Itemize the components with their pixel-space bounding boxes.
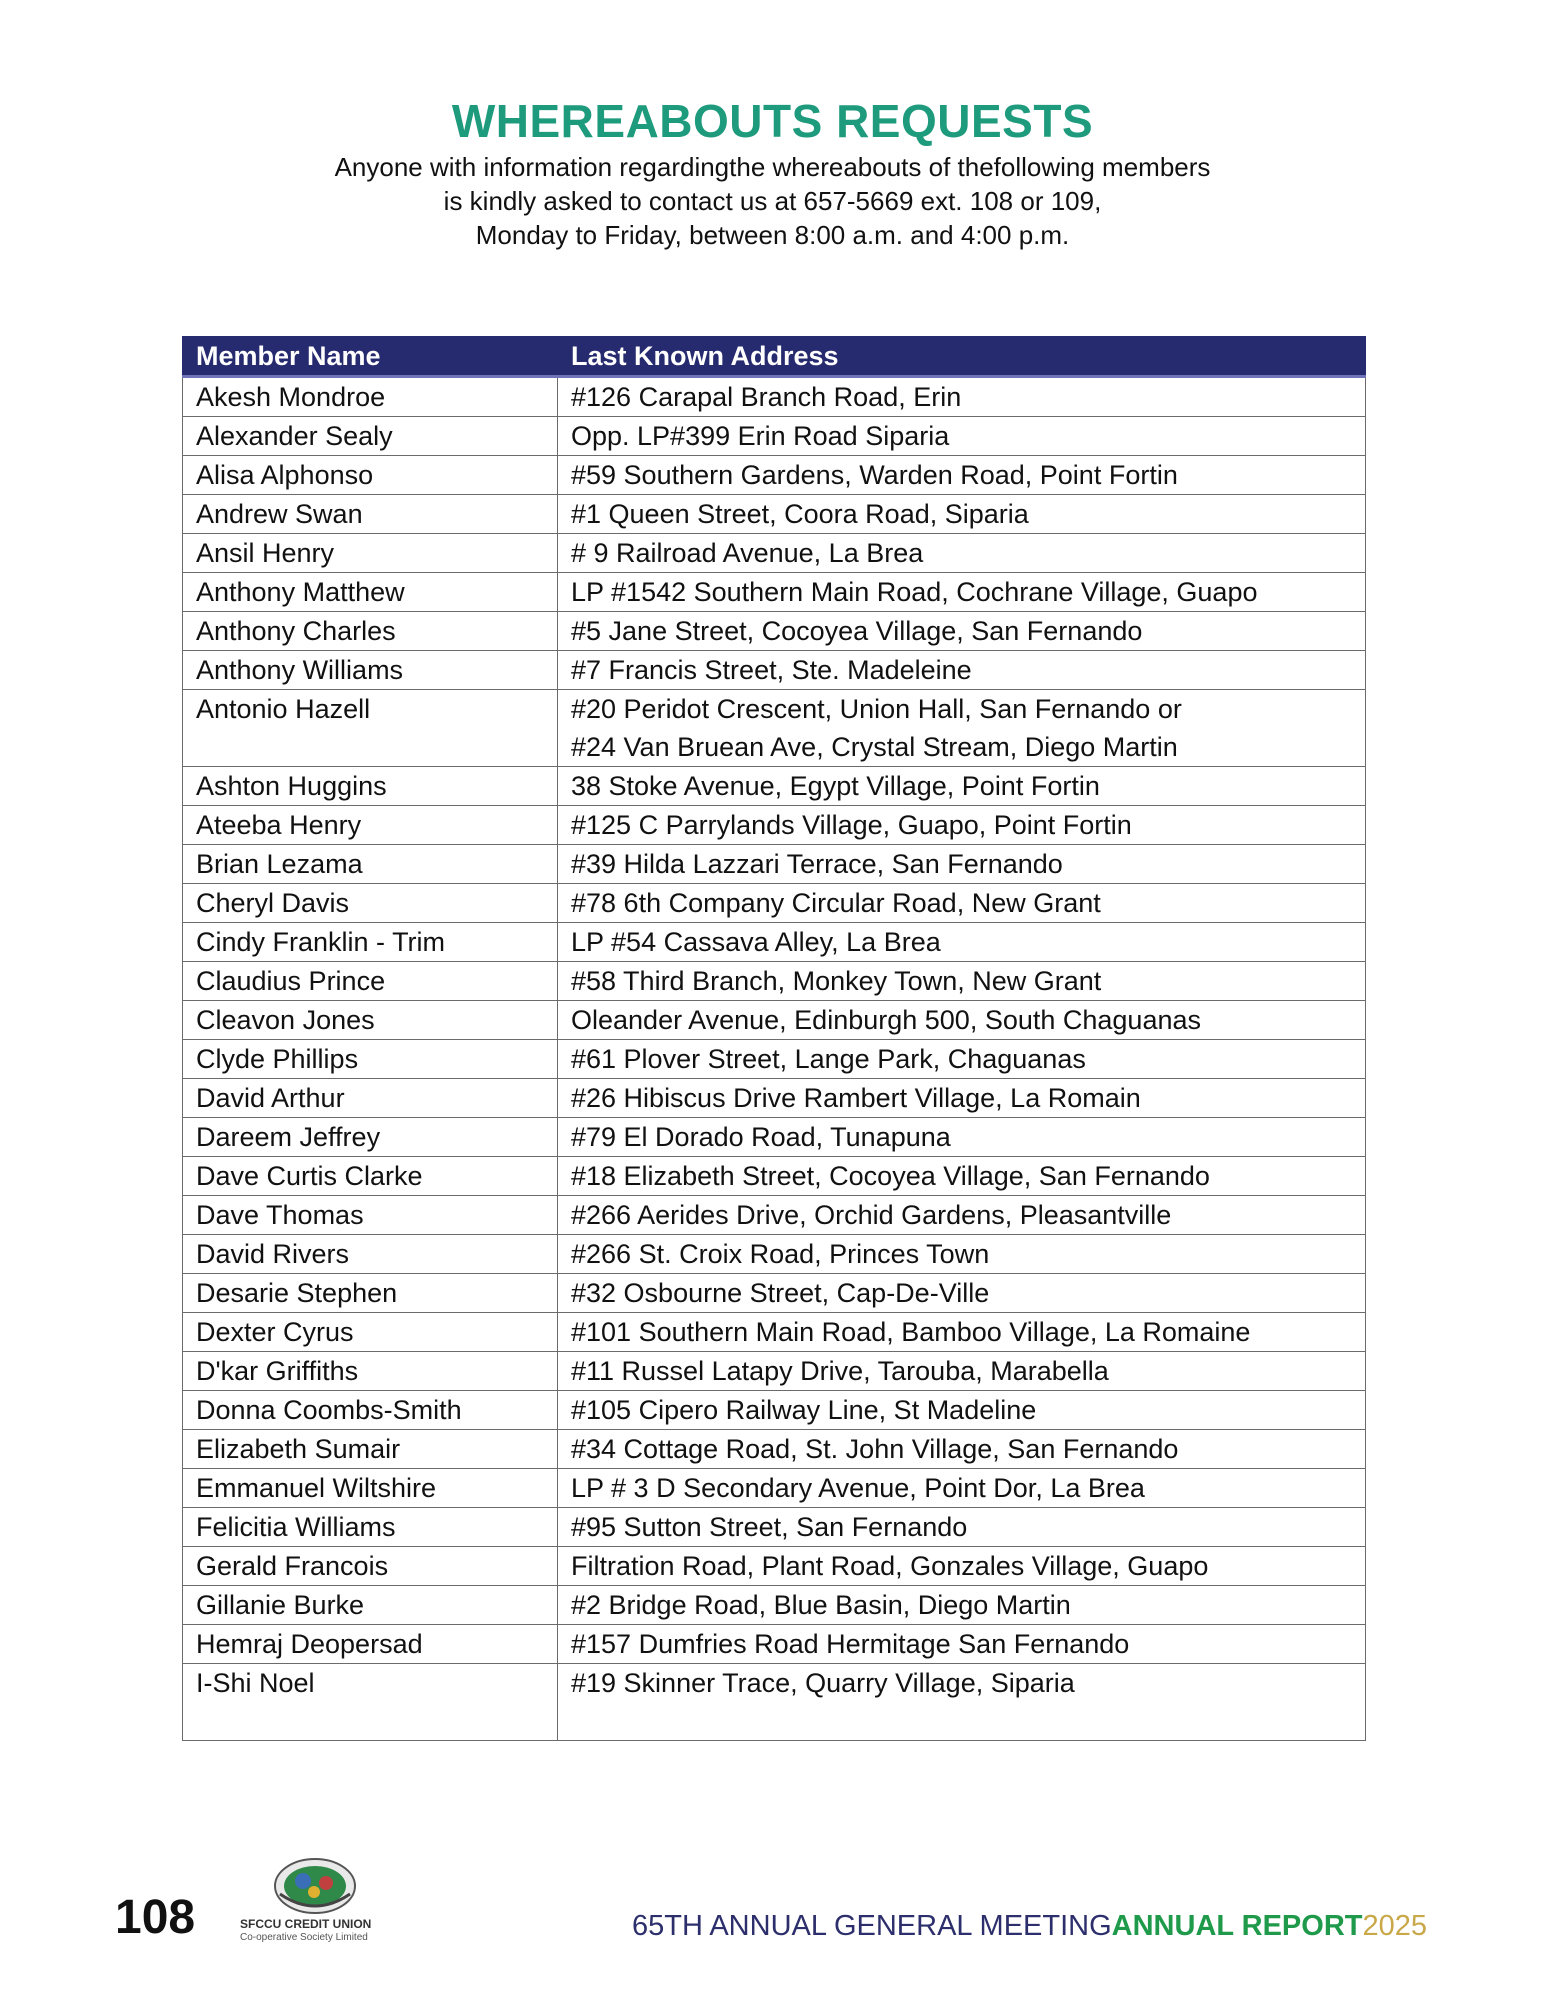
- footer-annual-report: ANNUAL REPORT: [1111, 1910, 1363, 1942]
- address-line: #24 Van Bruean Ave, Crystal Stream, Diego Martin: [571, 732, 1178, 762]
- table-row: [183, 806, 1366, 845]
- address-line: 38 Stoke Avenue, Egypt Village, Point Fortin: [571, 771, 1100, 801]
- address-line: #26 Hibiscus Drive Rambert Village, La Romain: [571, 1083, 1141, 1113]
- member-name-cell: Anthony Williams: [183, 651, 558, 690]
- table-row: [183, 1235, 1366, 1274]
- member-name-cell: Cheryl Davis: [183, 884, 558, 923]
- intro-line-2: is kindly asked to contact us at 657-5669 ext. 108 or 109,: [443, 186, 1102, 216]
- address-line: #79 El Dorado Road, Tunapuna: [571, 1122, 951, 1152]
- address-cell: [558, 612, 1366, 651]
- member-name-cell: I-Shi Noel: [183, 1664, 558, 1741]
- member-name-cell: Emmanuel Wiltshire: [183, 1469, 558, 1508]
- footer-year: 2025: [1362, 1910, 1427, 1942]
- address-line: #78 6th Company Circular Road, New Grant: [571, 888, 1101, 918]
- header-last-known-address: Last Known Address: [558, 337, 1366, 377]
- address-cell: [558, 1040, 1366, 1079]
- address-cell: [558, 806, 1366, 845]
- member-name-cell: Antonio Hazell: [183, 690, 558, 767]
- whereabouts-table: [182, 336, 1366, 1741]
- table-row: [183, 1547, 1366, 1586]
- address-cell: [558, 1391, 1366, 1430]
- member-name-cell: Gillanie Burke: [183, 1586, 558, 1625]
- member-name-cell: Ashton Huggins: [183, 767, 558, 806]
- address-cell: [558, 456, 1366, 495]
- address-line: #34 Cottage Road, St. John Village, San Fernando: [571, 1434, 1179, 1464]
- address-cell: [558, 1118, 1366, 1157]
- address-cell: [558, 1274, 1366, 1313]
- address-cell: [558, 1235, 1366, 1274]
- table-row: [183, 1313, 1366, 1352]
- address-cell: [558, 923, 1366, 962]
- address-line: #5 Jane Street, Cocoyea Village, San Fernando: [571, 616, 1143, 646]
- table-row: [183, 923, 1366, 962]
- intro-line-1: Anyone with information regardingthe whereabouts of thefollowing members: [334, 152, 1211, 182]
- address-line: #266 Aerides Drive, Orchid Gardens, Pleasantville: [571, 1200, 1172, 1230]
- address-cell: [558, 1352, 1366, 1391]
- member-name-cell: David Arthur: [183, 1079, 558, 1118]
- table-row: [183, 456, 1366, 495]
- address-line: #266 St. Croix Road, Princes Town: [571, 1239, 990, 1269]
- table-row: [183, 1586, 1366, 1625]
- table-row: [183, 1469, 1366, 1508]
- address-line: #19 Skinner Trace, Quarry Village, Siparia: [571, 1668, 1075, 1698]
- address-cell: [558, 962, 1366, 1001]
- page-title: WHEREABOUTS REQUESTS: [451, 95, 1094, 147]
- address-cell: [558, 1664, 1366, 1741]
- member-name-cell: Andrew Swan: [183, 495, 558, 534]
- address-cell: [558, 884, 1366, 923]
- address-line: LP # 3 D Secondary Avenue, Point Dor, La Brea: [571, 1473, 1145, 1503]
- member-name-cell: Gerald Francois: [183, 1547, 558, 1586]
- member-name-cell: Cleavon Jones: [183, 1001, 558, 1040]
- member-name-cell: Alexander Sealy: [183, 417, 558, 456]
- member-name-cell: Anthony Matthew: [183, 573, 558, 612]
- intro-text: [0, 150, 1545, 252]
- table-row: [183, 1391, 1366, 1430]
- table-row: [183, 1157, 1366, 1196]
- table-row: [183, 1274, 1366, 1313]
- address-line: #101 Southern Main Road, Bamboo Village, La Romaine: [571, 1317, 1251, 1347]
- table-row: [183, 1196, 1366, 1235]
- address-cell: [558, 1001, 1366, 1040]
- address-cell: [558, 1157, 1366, 1196]
- address-line: #11 Russel Latapy Drive, Tarouba, Marabella: [571, 1356, 1109, 1386]
- logo-caption: [240, 1918, 400, 1944]
- intro-line-3: Monday to Friday, between 8:00 a.m. and 4:00 p.m.: [475, 220, 1070, 250]
- address-cell: [558, 1625, 1366, 1664]
- address-cell: [558, 1508, 1366, 1547]
- member-name-cell: Clyde Phillips: [183, 1040, 558, 1079]
- address-line: #18 Elizabeth Street, Cocoyea Village, San Fernando: [571, 1161, 1210, 1191]
- address-line: #157 Dumfries Road Hermitage San Fernando: [571, 1629, 1130, 1659]
- address-cell: [558, 377, 1366, 417]
- member-name-cell: Cindy Franklin - Trim: [183, 923, 558, 962]
- address-cell: [558, 1547, 1366, 1586]
- address-cell: [558, 1586, 1366, 1625]
- address-line: Filtration Road, Plant Road, Gonzales Village, Guapo: [571, 1551, 1209, 1581]
- address-cell: [558, 690, 1366, 767]
- address-line: #126 Carapal Branch Road, Erin: [571, 382, 962, 412]
- member-name-cell: Alisa Alphonso: [183, 456, 558, 495]
- address-line: #32 Osbourne Street, Cap-De-Ville: [571, 1278, 990, 1308]
- address-line: #20 Peridot Crescent, Union Hall, San Fernando or: [571, 694, 1182, 724]
- address-cell: [558, 495, 1366, 534]
- address-line: #2 Bridge Road, Blue Basin, Diego Martin: [571, 1590, 1071, 1620]
- address-line: Opp. LP#399 Erin Road Siparia: [571, 421, 950, 451]
- table-row: [183, 962, 1366, 1001]
- member-name-cell: Elizabeth Sumair: [183, 1430, 558, 1469]
- table-row: [183, 1079, 1366, 1118]
- member-name-cell: Claudius Prince: [183, 962, 558, 1001]
- member-name-cell: Ateeba Henry: [183, 806, 558, 845]
- member-name-cell: Felicitia Williams: [183, 1508, 558, 1547]
- table-row: [183, 845, 1366, 884]
- table-row: [183, 573, 1366, 612]
- address-cell: [558, 573, 1366, 612]
- address-cell: [558, 1079, 1366, 1118]
- table-row: [183, 377, 1366, 417]
- table-row: [183, 1001, 1366, 1040]
- member-name-cell: Anthony Charles: [183, 612, 558, 651]
- table-body: [183, 377, 1366, 1741]
- page-number: 108: [115, 1891, 196, 1944]
- address-cell: [558, 845, 1366, 884]
- member-name-cell: Dareem Jeffrey: [183, 1118, 558, 1157]
- member-name-cell: Ansil Henry: [183, 534, 558, 573]
- table-row: [183, 1352, 1366, 1391]
- address-line: LP #1542 Southern Main Road, Cochrane Village, Guapo: [571, 577, 1258, 607]
- table-row: [183, 1430, 1366, 1469]
- address-line: #39 Hilda Lazzari Terrace, San Fernando: [571, 849, 1063, 879]
- address-line: # 9 Railroad Avenue, La Brea: [571, 538, 924, 568]
- address-cell: [558, 1469, 1366, 1508]
- footer-report-title: [632, 1910, 1427, 1943]
- address-line: #125 C Parrylands Village, Guapo, Point Fortin: [571, 810, 1132, 840]
- address-line: LP #54 Cassava Alley, La Brea: [571, 927, 941, 957]
- table-header-row: [183, 337, 1366, 377]
- member-name-cell: Akesh Mondroe: [183, 377, 558, 417]
- table-row: [183, 1508, 1366, 1547]
- address-line: #61 Plover Street, Lange Park, Chaguanas: [571, 1044, 1086, 1074]
- table-row: [183, 612, 1366, 651]
- member-name-cell: Dave Curtis Clarke: [183, 1157, 558, 1196]
- member-name-cell: Brian Lezama: [183, 845, 558, 884]
- table-row: [183, 884, 1366, 923]
- address-cell: [558, 767, 1366, 806]
- table-row: [183, 690, 1366, 767]
- member-name-cell: Donna Coombs-Smith: [183, 1391, 558, 1430]
- table-row: [183, 651, 1366, 690]
- address-cell: [558, 1430, 1366, 1469]
- table-row: [183, 1040, 1366, 1079]
- member-name-cell: Dave Thomas: [183, 1196, 558, 1235]
- address-cell: [558, 1313, 1366, 1352]
- address-line: #7 Francis Street, Ste. Madeleine: [571, 655, 972, 685]
- address-line: #95 Sutton Street, San Fernando: [571, 1512, 968, 1542]
- member-name-cell: D'kar Griffiths: [183, 1352, 558, 1391]
- member-name-cell: Hemraj Deopersad: [183, 1625, 558, 1664]
- address-cell: [558, 1196, 1366, 1235]
- member-name-cell: Desarie Stephen: [183, 1274, 558, 1313]
- address-line: #59 Southern Gardens, Warden Road, Point Fortin: [571, 460, 1178, 490]
- member-name-cell: Dexter Cyrus: [183, 1313, 558, 1352]
- address-line: #58 Third Branch, Monkey Town, New Grant: [571, 966, 1102, 996]
- address-line: #1 Queen Street, Coora Road, Siparia: [571, 499, 1029, 529]
- address-cell: [558, 534, 1366, 573]
- address-cell: [558, 651, 1366, 690]
- table-row: [183, 495, 1366, 534]
- table-row: [183, 417, 1366, 456]
- member-name-cell: David Rivers: [183, 1235, 558, 1274]
- table-row: [183, 1664, 1366, 1741]
- address-line: #105 Cipero Railway Line, St Madeline: [571, 1395, 1037, 1425]
- logo-name: SFCCU CREDIT UNION: [240, 1917, 372, 1931]
- address-cell: [558, 417, 1366, 456]
- logo-subtitle: Co-operative Society Limited: [240, 1932, 368, 1943]
- table-row: [183, 534, 1366, 573]
- footer-meeting: 65TH ANNUAL GENERAL MEETING: [631, 1910, 1112, 1942]
- table-row: [183, 1118, 1366, 1157]
- header-member-name: Member Name: [183, 337, 558, 377]
- table-row: [183, 1625, 1366, 1664]
- table-row: [183, 767, 1366, 806]
- address-line: Oleander Avenue, Edinburgh 500, South Chaguanas: [571, 1005, 1201, 1035]
